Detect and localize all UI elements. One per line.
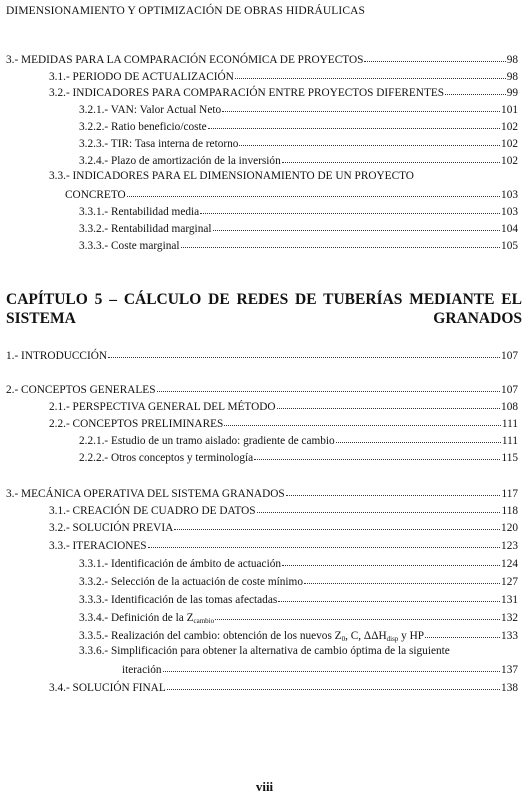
leader-dots	[445, 84, 506, 95]
toc-entry	[79, 592, 518, 607]
toc-label: 3.1.- CREACIÓN DE CUADRO DE DATOS	[49, 505, 256, 517]
toc-page: 127	[501, 576, 518, 588]
leader-dots	[174, 519, 500, 530]
toc-entry	[6, 348, 518, 363]
toc-entry	[79, 221, 518, 236]
toc-label: 3.2.2.- Ratio beneficio/coste	[79, 121, 207, 133]
leader-dots	[213, 220, 501, 231]
toc-entry	[6, 382, 518, 397]
toc-label: 3.3.- ITERACIONES	[49, 540, 147, 552]
toc-entry	[79, 628, 518, 646]
toc-page: 133	[501, 630, 518, 642]
toc-page: 102	[501, 121, 518, 133]
toc-page: 111	[501, 435, 518, 447]
leader-dots	[181, 237, 501, 248]
subscript: cambio	[193, 617, 215, 625]
toc-page: 98	[506, 71, 518, 83]
toc-page: 120	[501, 522, 518, 534]
toc-entry	[6, 486, 518, 501]
toc-label: 3.2.- INDICADORES PARA COMPARACIÓN ENTRE PROYECTOS DIFERENTES	[49, 87, 445, 99]
leader-dots	[208, 118, 500, 129]
leader-dots	[278, 591, 500, 602]
toc-entry	[49, 520, 518, 535]
toc-entry	[79, 102, 518, 117]
toc-entry	[79, 136, 518, 151]
toc-entry	[6, 52, 518, 67]
toc-label: 3.2.- SOLUCIÓN PREVIA	[49, 522, 174, 534]
toc-page: 132	[501, 612, 518, 624]
leader-dots	[163, 661, 501, 672]
leader-dots	[286, 485, 501, 496]
toc-label-text: 3.3.4.- Definición de la Z	[79, 612, 194, 624]
toc-label	[79, 630, 424, 646]
toc-label: 3.2.3.- TIR: Tasa interna de retorno	[79, 138, 239, 150]
leader-dots	[254, 449, 500, 460]
toc-label-text: y HP	[398, 630, 425, 642]
toc-label: 3.3.2.- Selección de la actuación de coste mínimo	[79, 576, 303, 588]
subscript: disp	[386, 635, 399, 643]
toc-page: 107	[501, 350, 518, 362]
leader-dots	[336, 432, 501, 443]
toc-page: 105	[501, 240, 518, 252]
toc-page: 103	[501, 189, 518, 201]
toc-entry	[49, 399, 518, 414]
toc-entry	[79, 450, 518, 465]
toc-label-line2: CONCRETO	[65, 189, 126, 201]
toc-label: 2.2.1.- Estudio de un tramo aislado: gradiente de cambio	[79, 435, 335, 447]
toc-label: 3.4.- SOLUCIÓN FINAL	[49, 682, 166, 694]
leader-dots	[222, 101, 500, 112]
toc-page: 117	[501, 488, 518, 500]
leader-dots	[425, 627, 500, 638]
toc-label: 3.2.4.- Plazo de amortización de la inversión	[79, 155, 281, 167]
toc-label-text: , C, ΔΔH	[345, 630, 387, 642]
leader-dots	[148, 537, 500, 548]
toc-entry	[49, 69, 518, 84]
toc-label: 3.2.1.- VAN: Valor Actual Neto	[79, 104, 222, 116]
toc-entry	[122, 662, 518, 677]
leader-dots	[200, 203, 500, 214]
leader-dots	[257, 502, 501, 513]
toc-entry	[49, 416, 518, 431]
subscript: 0	[341, 635, 346, 643]
toc-entry	[79, 610, 518, 628]
leader-dots	[215, 609, 500, 620]
toc-entry-wrapped	[49, 170, 518, 183]
toc-entry-wrapped	[79, 645, 518, 658]
toc-entry	[49, 85, 518, 100]
toc-entry	[79, 433, 518, 448]
toc-page: 111	[501, 418, 518, 430]
toc-label: 3.3.1.- Identificación de ámbito de actuación	[79, 558, 282, 570]
toc-page: 107	[501, 384, 518, 396]
toc-page: 104	[501, 223, 518, 235]
leader-dots	[127, 186, 500, 197]
leader-dots	[224, 415, 501, 426]
leader-dots	[277, 398, 500, 409]
toc-page: 103	[501, 206, 518, 218]
toc-label: 2.1.- PERSPECTIVA GENERAL DEL MÉTODO	[49, 401, 276, 413]
leader-dots	[235, 68, 506, 79]
toc-entry	[79, 238, 518, 253]
leader-dots	[364, 51, 505, 62]
leader-dots	[167, 679, 500, 690]
toc-entry	[79, 556, 518, 571]
toc-label: 3.- MEDIDAS PARA LA COMPARACIÓN ECONÓMICA DE PROYECTOS	[6, 54, 364, 66]
toc-page: 138	[501, 682, 518, 694]
toc-label: 3.1.- PERIODO DE ACTUALIZACIÓN	[49, 71, 234, 83]
toc-page: 124	[501, 558, 518, 570]
toc-entry	[79, 204, 518, 219]
toc-label	[79, 612, 214, 628]
toc-label: 2.2.2.- Otros conceptos y terminología	[79, 452, 254, 464]
leader-dots	[108, 347, 500, 358]
leader-dots	[282, 152, 500, 163]
toc-entry	[49, 503, 518, 518]
toc-page: 137	[501, 664, 518, 676]
chapter-title: CAPÍTULO 5 – CÁLCULO DE REDES DE TUBERÍAS MEDIANTE EL SISTEMA GRANADOS	[6, 291, 522, 327]
toc-entry	[65, 187, 518, 202]
toc-label-text: 3.3.5.- Realización del cambio: obtención de los nuevos Z	[79, 630, 342, 642]
leader-dots	[157, 381, 501, 392]
toc-page: 115	[501, 452, 518, 464]
toc-page: 118	[501, 505, 518, 517]
toc-page: 98	[506, 54, 518, 66]
toc-label: 3.- MECÁNICA OPERATIVA DEL SISTEMA GRANADOS	[6, 488, 285, 500]
toc-label: 3.3.3.- Coste marginal	[79, 240, 180, 252]
toc-label: 3.3.2.- Rentabilidad marginal	[79, 223, 212, 235]
leader-dots	[304, 573, 500, 584]
toc-label-line1: 3.3.6.- Simplificación para obtener la alternativa de cambio óptima de la siguiente	[79, 645, 450, 657]
toc-entry	[79, 119, 518, 134]
toc-label-line1: 3.3.- INDICADORES PARA EL DIMENSIONAMIENTO DE UN PROYECTO	[49, 170, 414, 182]
toc-label: 3.3.3.- Identificación de las tomas afectadas	[79, 594, 278, 606]
toc-page: 102	[501, 138, 518, 150]
leader-dots	[282, 555, 500, 566]
running-header: DIMENSIONAMIENTO Y OPTIMIZACIÓN DE OBRAS HIDRÁULICAS	[6, 5, 366, 17]
toc-label: 3.3.1.- Rentabilidad media	[79, 206, 200, 218]
leader-dots	[239, 135, 500, 146]
toc-page: 108	[501, 401, 518, 413]
toc-label: 2.- CONCEPTOS GENERALES	[6, 384, 156, 396]
toc-entry	[49, 680, 518, 695]
toc-page: 101	[501, 104, 518, 116]
toc-label-line2: iteración	[122, 664, 162, 676]
toc-entry	[49, 538, 518, 553]
toc-page: 131	[501, 594, 518, 606]
toc-entry	[79, 574, 518, 589]
toc-label: 2.2.- CONCEPTOS PRELIMINARES	[49, 418, 224, 430]
toc-label: 1.- INTRODUCCIÓN	[6, 350, 108, 362]
page-number: viii	[255, 779, 274, 794]
toc-entry	[79, 153, 518, 168]
toc-page: 99	[506, 87, 518, 99]
toc-page: 123	[501, 540, 518, 552]
toc-page: 102	[501, 155, 518, 167]
